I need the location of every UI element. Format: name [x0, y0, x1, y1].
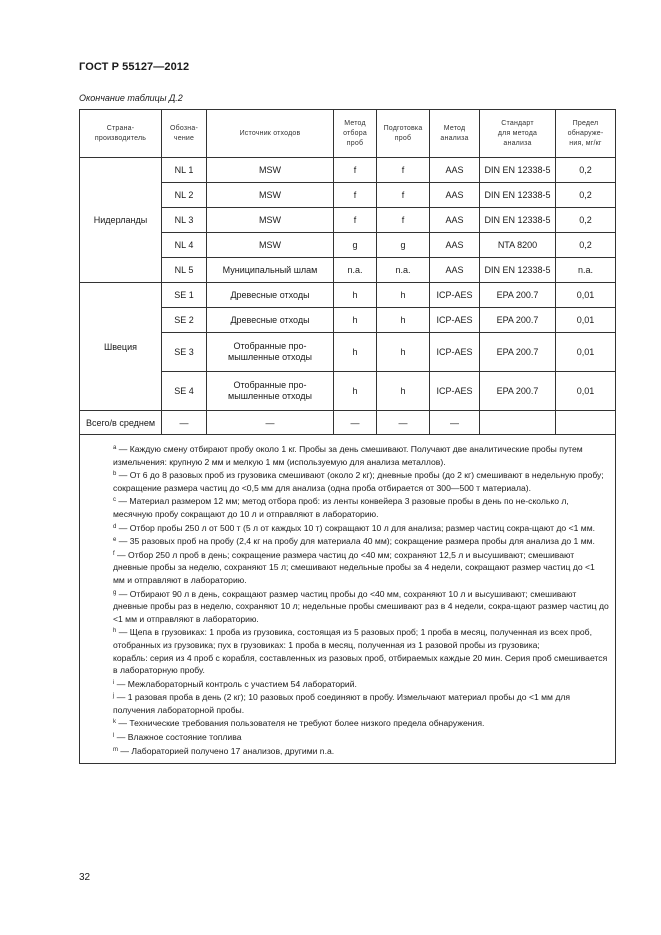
table-row — [80, 158, 616, 183]
total-label: Всего/в среднем — [80, 411, 162, 435]
footnote-j: $^j$ — 1 разовая проба в день (2 кг); 10 разовых проб соединяют в пробу. Измельчают материал пробы до <1 мм для получения лабораторной пробы. — [113, 692, 571, 715]
footnote-d: $^d$ — Отбор пробы 250 л от 500 т (5 л от каждых 10 т) сокращают 10 л для анализа; размер частиц сокра-щают до <1 мм. — [113, 522, 595, 533]
limit-cell: 0,01 — [556, 308, 616, 333]
col-header-sampling: Метод отбора проб — [334, 110, 377, 158]
col-header-source: Источник отходов — [207, 110, 334, 158]
page-number: 32 — [79, 872, 91, 883]
prep-cell: h — [377, 283, 430, 308]
sampling-cell: g — [334, 233, 377, 258]
data-table — [79, 109, 616, 764]
total-cell: — — [334, 411, 377, 435]
footnote-l: $^l$ — Влажное состояние топлива — [113, 732, 242, 743]
col-header-analysis: Метод анализа — [430, 110, 480, 158]
limit-cell: 0,01 — [556, 372, 616, 411]
standard-cell: EPA 200.7 — [480, 333, 556, 372]
prep-cell: h — [377, 372, 430, 411]
sampling-cell: n.a. — [334, 258, 377, 283]
footnote-g: $^g$ — Отбирают 90 л в день, сокращают размер частиц пробы до <40 мм, сохраняют 10 л и высушивают; смешивают дневные пробы раз в неделю, сохраняют 10 л; недельные пробы смешивают раз в 4 недели, сокра-щают размер частиц до <1 мм и отправляют в лабораторию. — [113, 588, 609, 624]
total-cell: — — [377, 411, 430, 435]
col-header-id: Обозна- чение — [162, 110, 207, 158]
footnote-k: $^k$ — Технические требования пользователя не требуют более низкого предела обнаружения. — [113, 718, 485, 729]
total-cell: — — [207, 411, 334, 435]
standard-cell: DIN EN 12338-5 — [480, 183, 556, 208]
prep-cell: f — [377, 183, 430, 208]
col-header-limit: Предел обнаруже- ния, мг/кг — [556, 110, 616, 158]
source-cell: MSW — [207, 233, 334, 258]
total-cell: — — [162, 411, 207, 435]
standard-cell: EPA 200.7 — [480, 372, 556, 411]
standard-cell: EPA 200.7 — [480, 283, 556, 308]
standard-cell: DIN EN 12338-5 — [480, 258, 556, 283]
notes-row — [80, 435, 616, 764]
prep-cell: f — [377, 158, 430, 183]
prep-cell: n.a. — [377, 258, 430, 283]
table-caption: Окончание таблицы Д.2 — [79, 93, 183, 103]
prep-cell: f — [377, 208, 430, 233]
footnote-h: $^h$ — Щепа в грузовиках: 1 проба из грузовика, состоящая из 5 разовых проб; 1 проба в месяц, полученная из всех проб, отобранных из грузовика; пух в грузовиках: 1 проба в месяц, полученная из 1 разовой пробы из грузовика; — [113, 627, 592, 650]
sampling-cell: f — [334, 208, 377, 233]
table-row — [80, 283, 616, 308]
source-cell — [207, 333, 334, 372]
id-cell: SE 2 — [162, 308, 207, 333]
table-header-row — [80, 110, 616, 158]
footnote-e: $^e$ — 35 разовых проб на пробу (2,4 кг на пробу для материала 40 мм); сокращение размера пробы для анализа до 1 мм. — [113, 536, 595, 547]
source-cell: MSW — [207, 208, 334, 233]
source-cell: MSW — [207, 183, 334, 208]
limit-cell: 0,2 — [556, 233, 616, 258]
limit-cell: 0,01 — [556, 283, 616, 308]
footnotes — [80, 435, 616, 764]
document-title: ГОСТ Р 55127—2012 — [79, 61, 190, 73]
country-cell: Нидерланды — [80, 158, 162, 283]
source-line: Отобранные про- — [233, 341, 307, 351]
total-cell-empty — [556, 411, 616, 435]
prep-cell: h — [377, 333, 430, 372]
sampling-cell: h — [334, 283, 377, 308]
analysis-cell: AAS — [430, 158, 480, 183]
analysis-cell: ICP-AES — [430, 333, 480, 372]
id-cell: NL 4 — [162, 233, 207, 258]
id-cell: SE 1 — [162, 283, 207, 308]
limit-cell: 0,2 — [556, 158, 616, 183]
footnote-a: $^a$ — Каждую смену отбирают пробу около 1 кг. Пробы за день смешивают. Получают две аналитические пробы путем измельчения: крупную 2 мм и мелкую 1 мм (используемую для анализа металлов). — [113, 444, 583, 467]
footnote-f: $^f$ — Отбор 250 л проб в день; сокращение размера частиц до <40 мм; сохраняют 12,5 л и высушивают; смешивают дневные пробы за неделю, сохраняют 15 л; смешивают недельные пробы за 4 недели, сокращают размер частиц до <1 мм и отправляют в лабораторию. — [113, 549, 595, 585]
footnote-h-continued: корабль: серия из 4 проб с корабля, составленных из разовых проб, отбираемых каждые 20 мин. Серия проб смешивается в лабораторную пробу. — [113, 652, 608, 676]
id-cell: SE 3 — [162, 333, 207, 372]
footnote-c: $^c$ — Материал размером 12 мм; метод отбора проб: из ленты конвейера 3 разовые пробы в день по не-сколько л, месячную пробу сокращают до 10 л и отправляют в лабораторию. — [113, 496, 569, 519]
footnote-m: $^m$ — Лабораторией получено 17 анализов, другими n.a. — [113, 745, 335, 756]
standard-cell: DIN EN 12338-5 — [480, 208, 556, 233]
source-line: Отобранные про- — [233, 380, 307, 390]
standard-cell: NTA 8200 — [480, 233, 556, 258]
source-cell — [207, 372, 334, 411]
total-row — [80, 411, 616, 435]
country-cell: Швеция — [80, 283, 162, 411]
analysis-cell: AAS — [430, 208, 480, 233]
footnote-i: $^i$ — Межлабораторный контроль с участием 54 лабораторий. — [113, 678, 357, 689]
prep-cell: g — [377, 233, 430, 258]
standard-cell: EPA 200.7 — [480, 308, 556, 333]
source-line: мышленные отходы — [228, 352, 312, 362]
analysis-cell: AAS — [430, 233, 480, 258]
limit-cell: 0,01 — [556, 333, 616, 372]
prep-cell: h — [377, 308, 430, 333]
sampling-cell: h — [334, 308, 377, 333]
standard-cell: DIN EN 12338-5 — [480, 158, 556, 183]
analysis-cell: AAS — [430, 258, 480, 283]
sampling-cell: h — [334, 333, 377, 372]
col-header-prep: Подготовка проб — [377, 110, 430, 158]
id-cell: NL 3 — [162, 208, 207, 233]
footnote-b: $^b$ — От 6 до 8 разовых проб из грузовика смешивают (около 2 кг); дневные пробы (до 2 кг) смешивают в недельную пробу; сокращение размера частиц до <0,5 мм для анализа (одна проба отбирается от 300—500 т материала). — [113, 470, 604, 493]
col-header-country: Страна- производитель — [80, 110, 162, 158]
source-cell: MSW — [207, 158, 334, 183]
source-cell: Древесные отходы — [207, 308, 334, 333]
source-cell: Древесные отходы — [207, 283, 334, 308]
total-cell-empty — [480, 411, 556, 435]
analysis-cell: ICP-AES — [430, 372, 480, 411]
sampling-cell: f — [334, 158, 377, 183]
source-cell: Муниципальный шлам — [207, 258, 334, 283]
col-header-standard: Стандарт для метода анализа — [480, 110, 556, 158]
id-cell: NL 1 — [162, 158, 207, 183]
id-cell: NL 2 — [162, 183, 207, 208]
analysis-cell: ICP-AES — [430, 308, 480, 333]
id-cell: SE 4 — [162, 372, 207, 411]
total-cell: — — [430, 411, 480, 435]
analysis-cell: AAS — [430, 183, 480, 208]
limit-cell: n.a. — [556, 258, 616, 283]
source-line: мышленные отходы — [228, 391, 312, 401]
limit-cell: 0,2 — [556, 183, 616, 208]
sampling-cell: f — [334, 183, 377, 208]
sampling-cell: h — [334, 372, 377, 411]
id-cell: NL 5 — [162, 258, 207, 283]
limit-cell: 0,2 — [556, 208, 616, 233]
analysis-cell: ICP-AES — [430, 283, 480, 308]
